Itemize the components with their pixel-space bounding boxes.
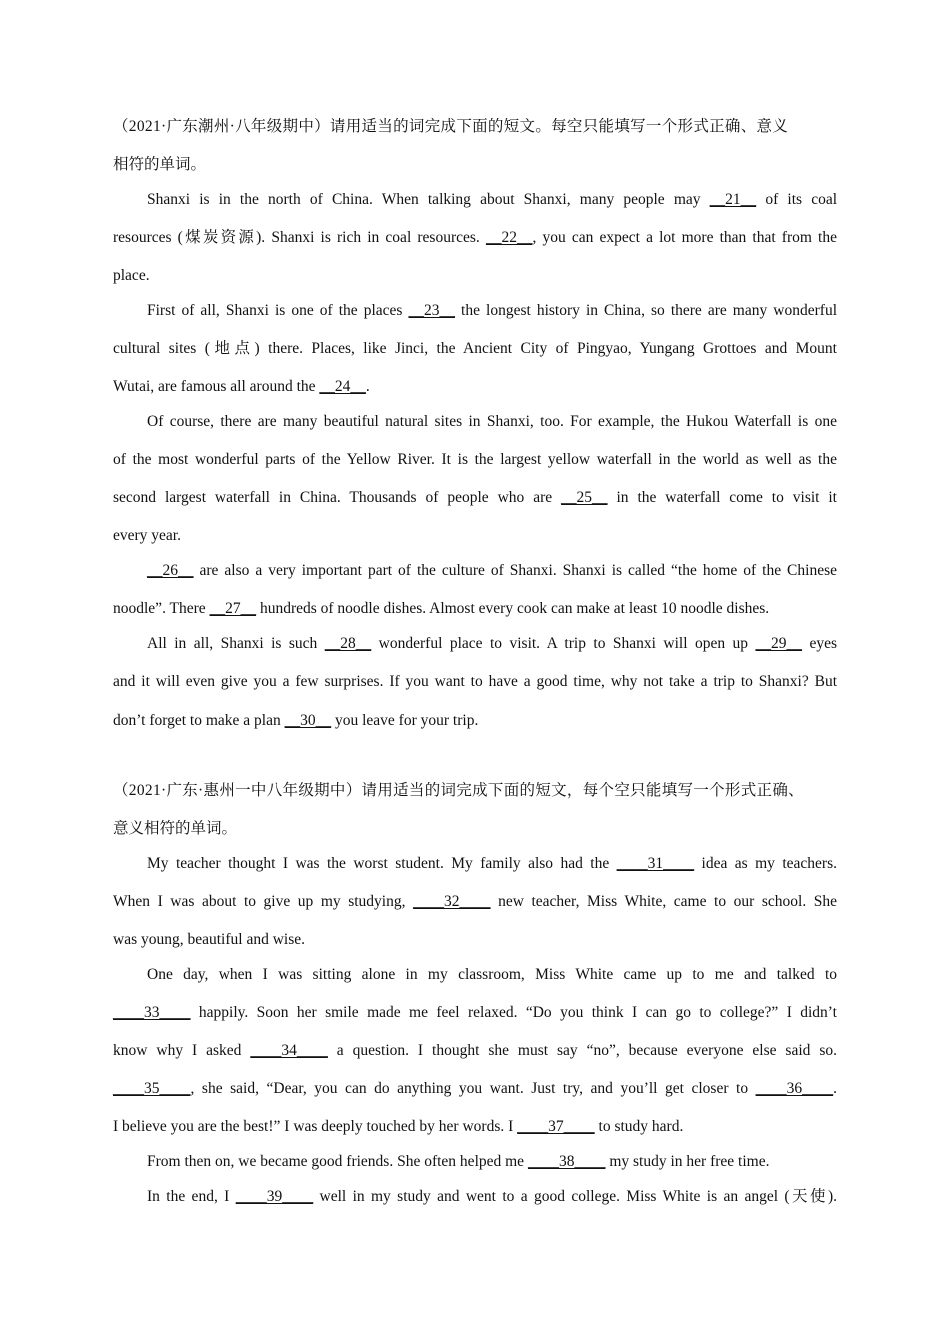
passage-text: Of course, there are many beautiful natural sites in Shanxi, too. For example, the Hukou Waterfall is one (147, 413, 837, 430)
passage-text: , you can expect a lot more than that from the (532, 229, 837, 246)
passage-text: Wutai, are famous all around the (113, 378, 320, 395)
answer-blank: ____33____ (113, 1004, 191, 1021)
passage2-line (113, 892, 837, 912)
passage2-line (147, 1152, 837, 1172)
passage-text: in the waterfall come to visit it (607, 489, 837, 506)
answer-blank: ____36____ (755, 1080, 834, 1097)
passage-text: well in my study and went to a good college. Miss White is an angel (天使). (313, 1188, 837, 1205)
passage-text: of its coal (756, 191, 838, 208)
passage1-line (147, 190, 837, 210)
passage-text: Shanxi is in the north of China. When talking about Shanxi, many people may (147, 191, 710, 208)
passage1-line (113, 377, 837, 397)
answer-blank: ____34____ (250, 1042, 328, 1059)
passage1-line (147, 301, 837, 321)
passage-text: noodle”. There (113, 600, 210, 617)
passage1-line (147, 634, 837, 654)
passage-text: . (365, 378, 370, 395)
answer-blank: __25__ (561, 489, 608, 506)
passage-text: wonderful place to visit. A trip to Shanxi will open up (371, 635, 756, 652)
passage-text: eyes (802, 635, 837, 652)
passage-text: new teacher, Miss White, came to our school. She (490, 893, 837, 910)
passage-text: are also a very important part of the culture of Shanxi. Shanxi is called “the home of the Chinese (193, 562, 837, 579)
passage-text: a question. I thought she must say “no”, because everyone else said so. (327, 1042, 837, 1059)
passage-text: second largest waterfall in China. Thousands of people who are (113, 489, 562, 506)
passage-text: and it will even give you a few surprises. If you want to have a good time, why not take a trip to Shanxi? But (113, 673, 837, 690)
passage-text: you leave for your trip. (331, 712, 479, 729)
answer-blank: __29__ (755, 635, 802, 652)
passage1-line (113, 672, 837, 692)
passage-text: resources (煤炭资源). Shanxi is rich in coal resources. (113, 229, 486, 246)
passage-text: place. (113, 267, 150, 284)
passage-text: , she said, “Dear, you can do anything you want. Just try, and you’ll get closer to (190, 1080, 756, 1097)
answer-blank: ____31____ (616, 855, 695, 872)
answer-blank: __30__ (284, 712, 332, 729)
passage2-line (147, 965, 837, 985)
passage-text: was young, beautiful and wise. (113, 931, 305, 948)
answer-blank: __21__ (709, 191, 757, 208)
passage2-line (113, 1041, 837, 1061)
passage1-line (113, 266, 837, 286)
passage-text: know why I asked (113, 1042, 251, 1059)
answer-blank: ____37____ (517, 1118, 595, 1135)
passage-text: When I was about to give up my studying, (113, 893, 414, 910)
answer-blank: __24__ (319, 378, 366, 395)
passage-text: hundreds of noodle dishes. Almost every cook can make at least 10 noodle dishes. (256, 600, 770, 617)
passage-text: My teacher thought I was the worst student. My family also had the (147, 855, 617, 872)
answer-blank: __28__ (324, 635, 372, 652)
passage-text: From then on, we became good friends. She often helped me (147, 1153, 528, 1170)
passage1-line (113, 599, 837, 619)
answer-blank: __22__ (485, 229, 533, 246)
answer-blank: __26__ (147, 562, 194, 579)
passage1-line (113, 711, 837, 731)
passage-text: I believe you are the best!” I was deeply touched by her words. I (113, 1118, 518, 1135)
passage2-line (113, 1003, 837, 1023)
passage-text: the longest history in China, so there are many wonderful (454, 302, 837, 319)
passage1-line (113, 228, 837, 248)
passage-text: idea as my teachers. (694, 855, 837, 872)
passage2-header-line2: 意义相符的单词。 (113, 820, 238, 837)
passage-text: All in all, Shanxi is such (147, 635, 325, 652)
passage1-line (113, 339, 837, 359)
answer-blank: __23__ (408, 302, 455, 319)
passage-text: every year. (113, 527, 181, 544)
passage-text: my study in her free time. (605, 1153, 770, 1170)
passage1-line (113, 526, 837, 546)
passage1-header-line2: 相符的单词。 (113, 156, 207, 173)
passage1-header-line1: （2021·广东潮州·八年级期中）请用适当的词完成下面的短文。每空只能填写一个形式正确、意义 (113, 118, 789, 135)
passage1-line (113, 488, 837, 508)
passage2-line (113, 1117, 837, 1137)
answer-blank: ____32____ (413, 893, 491, 910)
passage2-line (147, 854, 837, 874)
passage2-line (147, 1187, 837, 1207)
passage-text: cultural sites (地点) there. Places, like Jinci, the Ancient City of Pingyao, Yungang Grottoes and Mount (113, 340, 837, 357)
answer-blank: ____39____ (235, 1188, 314, 1205)
passage-text: don’t forget to make a plan (113, 712, 285, 729)
passage1-line (113, 450, 837, 470)
passage-text: In the end, I (147, 1188, 236, 1205)
passage-text: . (833, 1080, 837, 1097)
passage-text: happily. Soon her smile made me feel relaxed. “Do you think I can go to college?” I didn’t (190, 1004, 837, 1021)
passage2-line (113, 930, 837, 950)
passage-text: to study hard. (594, 1118, 684, 1135)
passage2-header-line1: （2021·广东·惠州一中八年级期中）请用适当的词完成下面的短文，每个空只能填写一个形式正确、 (113, 782, 804, 799)
passage1-line (147, 561, 837, 581)
passage-text: One day, when I was sitting alone in my classroom, Miss White came up to me and talked to (147, 966, 837, 983)
answer-blank: __27__ (209, 600, 257, 617)
passage2-line (113, 1079, 837, 1099)
passage1-line (147, 412, 837, 432)
passage-text: of the most wonderful parts of the Yellow River. It is the largest yellow waterfall in the world as well as the (113, 451, 837, 468)
answer-blank: ____35____ (113, 1080, 191, 1097)
answer-blank: ____38____ (527, 1153, 606, 1170)
passage-text: First of all, Shanxi is one of the places (147, 302, 409, 319)
